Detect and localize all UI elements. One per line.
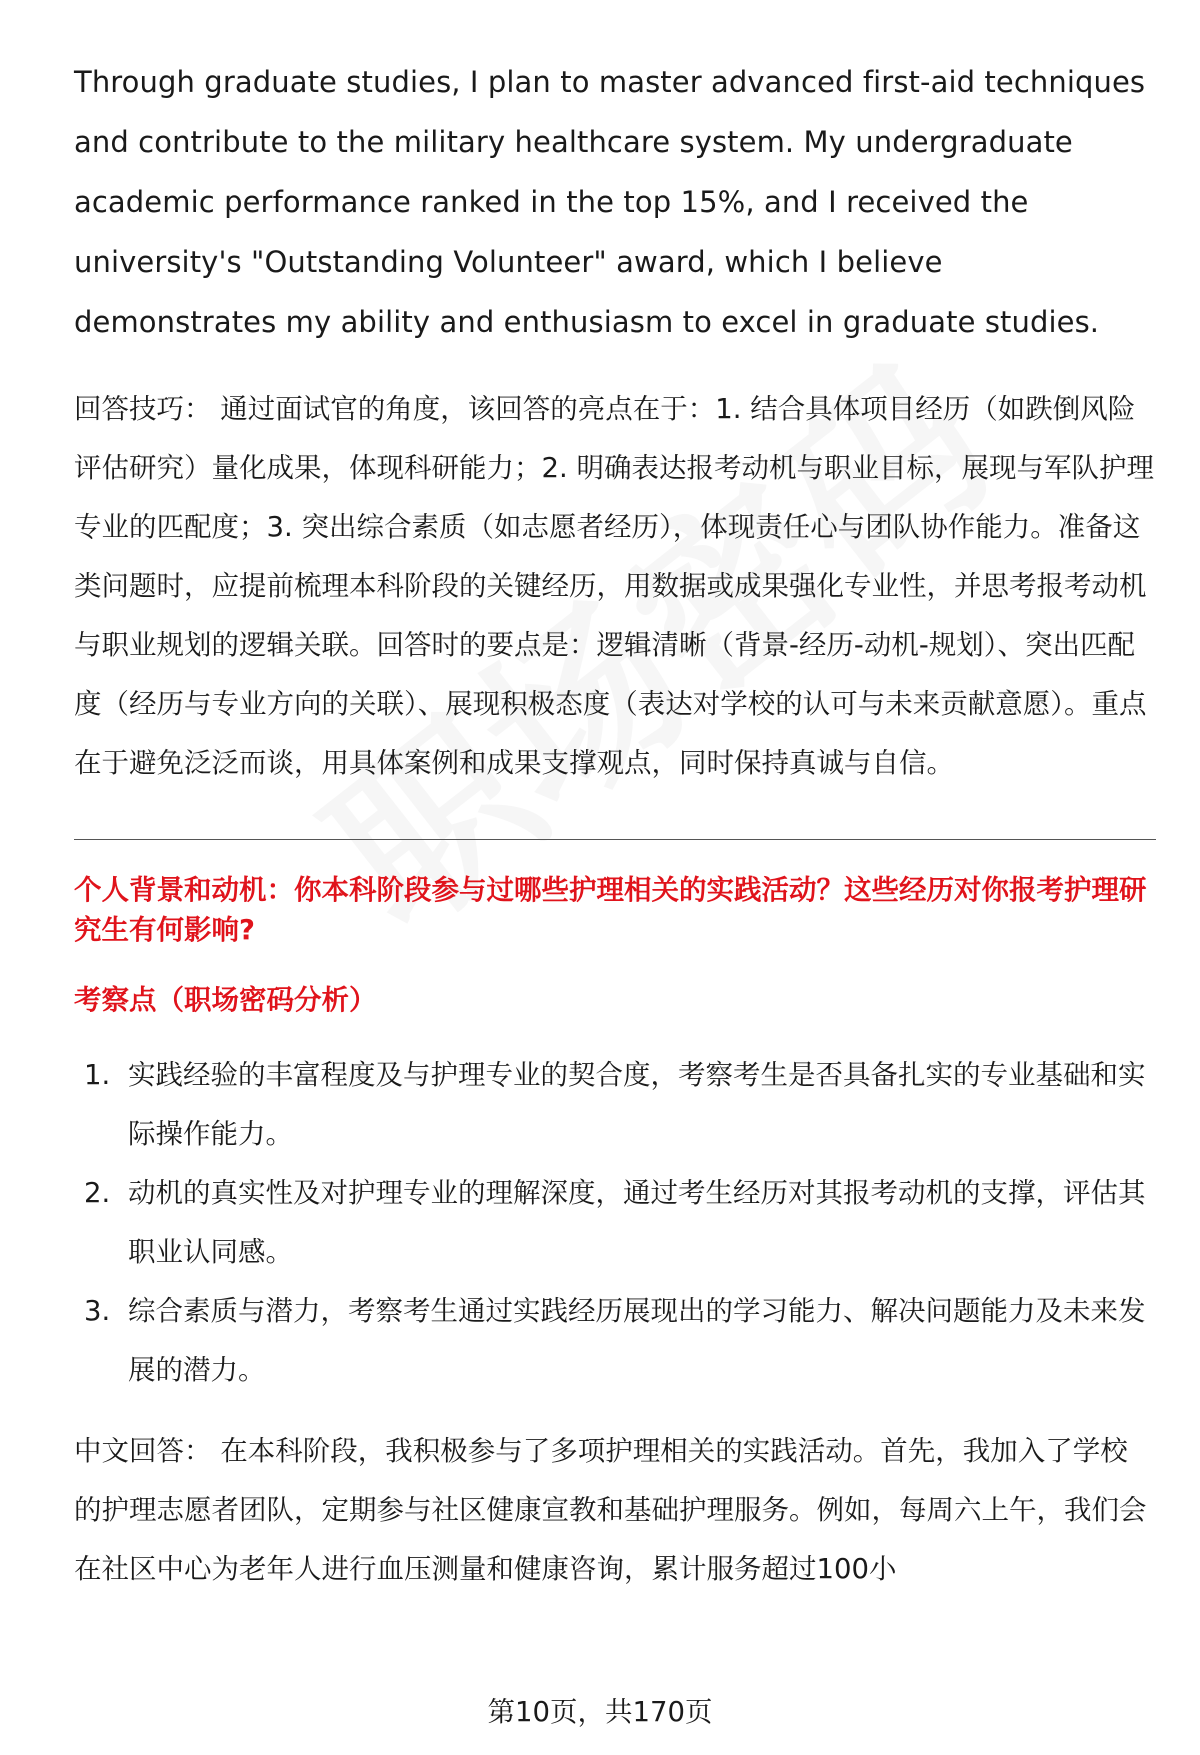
list-item	[74, 1282, 1154, 1400]
section-divider	[74, 839, 1156, 840]
list-item-number: 2.	[84, 1177, 111, 1209]
list-item	[74, 1164, 1154, 1282]
intro-paragraph-english: Through graduate studies, I plan to master advanced first-aid techniques and contribute to the military healthcare system. My undergraduate academic performance ranked in the top 15%, and I received the university's "Outstanding Volunteer" award, which I believe demonstrates my ability and enthusiasm to excel in graduate studies.	[74, 65, 1146, 339]
assessment-points-list	[74, 1046, 1154, 1400]
question-heading: 个人背景和动机：你本科阶段参与过哪些护理相关的实践活动？这些经历对你报考护理研究生有何影响?	[74, 874, 1147, 946]
chinese-answer-paragraph: 中文回答： 在本科阶段，我积极参与了多项护理相关的实践活动。首先，我加入了学校的护理志愿者团队，定期参与社区健康宣教和基础护理服务。例如，每周六上午，我们会在社区中心为老年人进行血压测量和健康咨询，累计服务超过100小	[74, 1435, 1147, 1585]
answer-tips-paragraph: 回答技巧： 通过面试官的角度，该回答的亮点在于：1. 结合具体项目经历（如跌倒风险评估研究）量化成果，体现科研能力；2. 明确表达报考动机与职业目标，展现与军队护理专业的匹配度；3. 突出综合素质（如志愿者经历），体现责任心与团队协作能力。准备这类问题时，应提前梳理本科阶段的关键经历，用数据或成果强化专业性，并思考报考动机与职业规划的逻辑关联。回答时的要点是：逻辑清晰（背景-经历-动机-规划）、突出匹配度（经历与专业方向的关联）、展现积极态度（表达对学校的认可与未来贡献意愿）。重点在于避免泛泛而谈，用具体案例和成果支撑观点，同时保持真诚与自信。	[74, 393, 1154, 779]
list-item-text: 实践经验的丰富程度及与护理专业的契合度，考察考生是否具备扎实的专业基础和实际操作能力。	[128, 1059, 1146, 1150]
list-item-number: 3.	[84, 1295, 111, 1327]
list-item-text: 动机的真实性及对护理专业的理解深度，通过考生经历对其报考动机的支撑，评估其职业认同感。	[128, 1177, 1146, 1268]
list-item-number: 1.	[84, 1059, 111, 1091]
document-body	[74, 52, 1154, 1599]
assessment-points-heading: 考察点（职场密码分析）	[74, 984, 377, 1016]
page-number-footer: 第10页，共170页	[487, 1696, 713, 1728]
list-item-text: 综合素质与潜力，考察考生通过实践经历展现出的学习能力、解决问题能力及未来发展的潜力。	[128, 1295, 1146, 1386]
list-item	[74, 1046, 1154, 1164]
